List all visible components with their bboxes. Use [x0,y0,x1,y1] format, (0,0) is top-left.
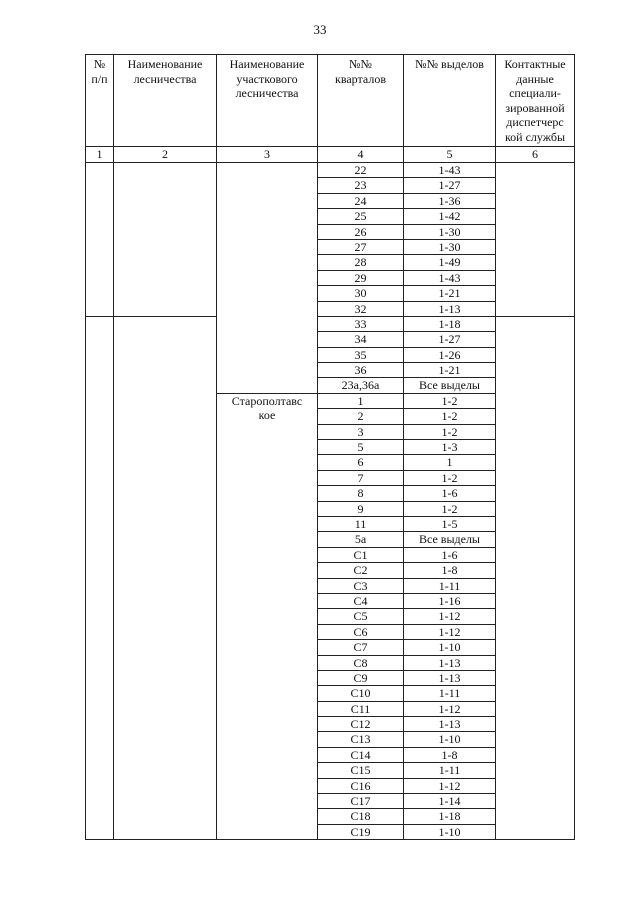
cell-vydely: 1-18 [404,809,496,824]
column-number: 4 [318,147,404,163]
column-number: 6 [496,147,575,163]
cell-vydely: 1-43 [404,270,496,285]
cell-vydely: 1-30 [404,224,496,239]
cell-vydely: 1-14 [404,794,496,809]
cell-kvartal: 22 [318,163,404,178]
cell-kvartal: 9 [318,501,404,516]
cell-vydely: 1-27 [404,332,496,347]
cell-vydely: 1-10 [404,732,496,747]
cell-kvartal: С7 [318,640,404,655]
cell-kvartal: 23а,36а [318,378,404,393]
cell-kvartal: 5а [318,532,404,547]
cell-kvartal: 28 [318,255,404,270]
column-number: 3 [217,147,318,163]
header-cell-lesnichestvo: Наименование лесничества [114,55,217,147]
cell-kvartal: С9 [318,670,404,685]
cell-vydely: 1-36 [404,193,496,208]
cell-kvartal: С3 [318,578,404,593]
cell-kvartal: С18 [318,809,404,824]
cell-kvartal: 23 [318,178,404,193]
cell-vydely: 1 [404,455,496,470]
cell-vydely: 1-13 [404,670,496,685]
cell-num-blank [86,316,114,839]
cell-vydely: 1-30 [404,239,496,254]
header-cell-contacts: Контактные данные специали- зированной диспетчерс кой службы [496,55,575,147]
cell-vydely: 1-2 [404,501,496,516]
cell-kvartal: 5 [318,440,404,455]
header-cell-num: № п/п [86,55,114,147]
cell-vydely: 1-12 [404,778,496,793]
cell-kvartal: С13 [318,732,404,747]
cell-vydely: 1-2 [404,470,496,485]
cell-vydely: 1-26 [404,347,496,362]
cell-vydely: 1-13 [404,717,496,732]
cell-kvartal: 6 [318,455,404,470]
cell-kvartal: С6 [318,624,404,639]
header-cell-vydely: №№ выделов [404,55,496,147]
cell-num-blank [86,163,114,317]
cell-kvartal: С11 [318,701,404,716]
cell-vydely: 1-43 [404,163,496,178]
cell-vydely: 1-10 [404,824,496,839]
cell-kvartal: С19 [318,824,404,839]
cell-uchastkovoe-blank [217,163,318,394]
cell-uchastkovoe-name [217,393,318,839]
cell-vydely: 1-18 [404,316,496,331]
cell-kvartal: 29 [318,270,404,285]
cell-kvartal: С1 [318,547,404,562]
cell-kvartal: 7 [318,470,404,485]
quarters-table [85,54,575,840]
cell-kvartal: 32 [318,301,404,316]
cell-vydely: 1-12 [404,624,496,639]
cell-vydely: Все выделы [404,378,496,393]
cell-lesnichestvo-blank [114,163,217,317]
page-number: 33 [313,22,327,37]
cell-kvartal: 8 [318,486,404,501]
cell-vydely: 1-8 [404,747,496,762]
cell-vydely: 1-21 [404,363,496,378]
cell-vydely: 1-42 [404,209,496,224]
cell-vydely: 1-5 [404,516,496,531]
table-row [86,163,575,178]
cell-kvartal: 3 [318,424,404,439]
cell-kvartal: 11 [318,516,404,531]
table-body [86,55,575,840]
uchastkovoe-name-line: кое [258,407,276,422]
cell-vydely: 1-2 [404,409,496,424]
cell-kvartal: 34 [318,332,404,347]
cell-vydely: 1-2 [404,424,496,439]
cell-kvartal: С16 [318,778,404,793]
cell-vydely: 1-12 [404,701,496,716]
cell-contacts-blank [496,163,575,317]
cell-vydely: 1-13 [404,301,496,316]
cell-kvartal: С8 [318,655,404,670]
cell-kvartal: 35 [318,347,404,362]
cell-vydely: 1-13 [404,655,496,670]
cell-kvartal: 30 [318,286,404,301]
cell-kvartal: С17 [318,794,404,809]
cell-vydely: 1-2 [404,393,496,408]
cell-lesnichestvo-blank [114,316,217,839]
cell-kvartal: 1 [318,393,404,408]
cell-vydely: 1-3 [404,440,496,455]
cell-vydely: 1-49 [404,255,496,270]
table-row [86,316,575,331]
cell-vydely: 1-8 [404,563,496,578]
header-cell-uchastkovoe: Наименование участкового лесничества [217,55,318,147]
cell-kvartal: 36 [318,363,404,378]
column-numbers-row [86,147,575,163]
cell-vydely: 1-27 [404,178,496,193]
column-number: 2 [114,147,217,163]
cell-kvartal: С10 [318,686,404,701]
cell-kvartal: 2 [318,409,404,424]
cell-kvartal: С14 [318,747,404,762]
cell-vydely: 1-10 [404,640,496,655]
column-number: 5 [404,147,496,163]
header-cell-kvartaly: №№ кварталов [318,55,404,147]
header-row [86,55,575,147]
uchastkovoe-name-line: Старополтавс [231,393,303,408]
cell-vydely: 1-21 [404,286,496,301]
cell-kvartal: С15 [318,763,404,778]
cell-kvartal: С5 [318,609,404,624]
cell-vydely: 1-6 [404,547,496,562]
cell-kvartal: С12 [318,717,404,732]
cell-vydely: 1-16 [404,593,496,608]
column-number: 1 [86,147,114,163]
cell-vydely: 1-11 [404,578,496,593]
cell-vydely: 1-6 [404,486,496,501]
cell-kvartal: 27 [318,239,404,254]
cell-kvartal: С2 [318,563,404,578]
cell-vydely: Все выделы [404,532,496,547]
cell-kvartal: С4 [318,593,404,608]
cell-vydely: 1-11 [404,686,496,701]
cell-contacts-blank [496,316,575,839]
cell-kvartal: 24 [318,193,404,208]
cell-kvartal: 33 [318,316,404,331]
cell-kvartal: 26 [318,224,404,239]
cell-vydely: 1-12 [404,609,496,624]
cell-vydely: 1-11 [404,763,496,778]
cell-kvartal: 25 [318,209,404,224]
